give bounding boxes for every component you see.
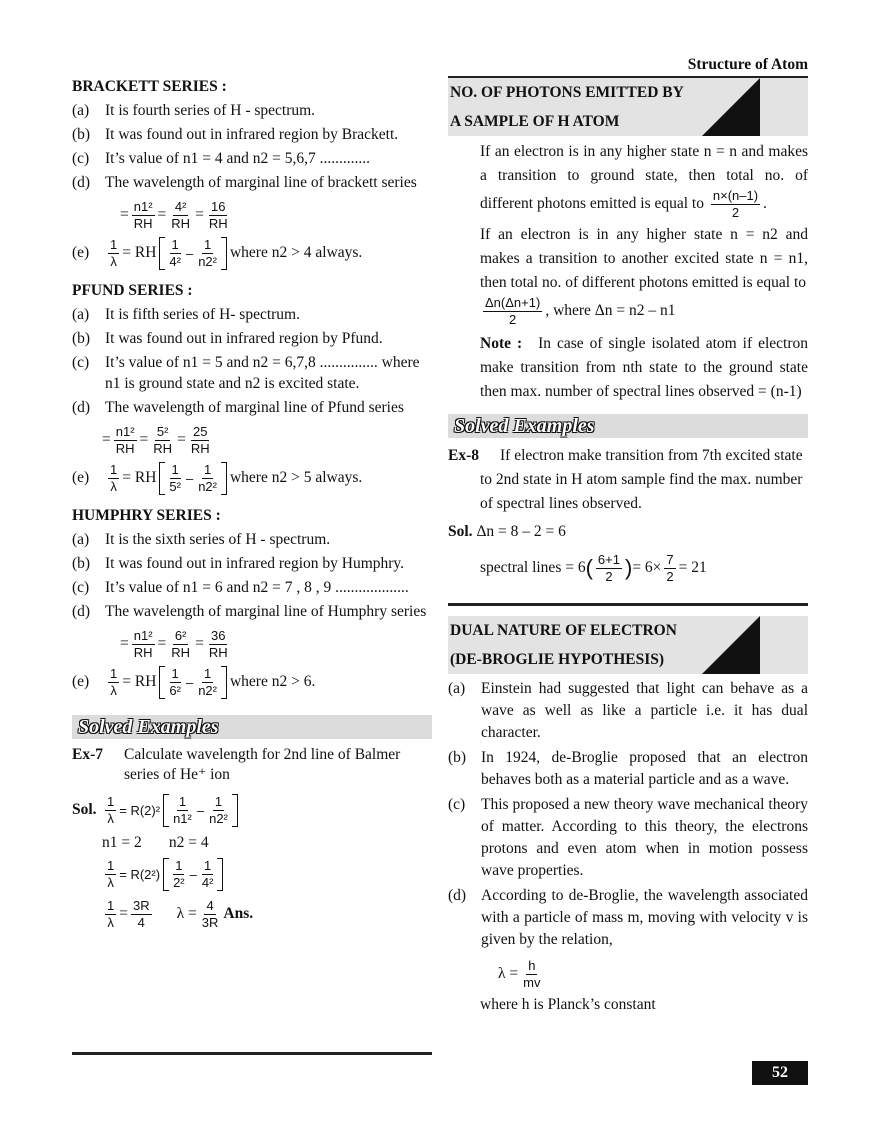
list-item: (d) The wavelength of marginal line of Humphry series [72, 603, 427, 620]
brackett-title: BRACKETT SERIES : [72, 78, 227, 95]
humphry-title: HUMPHRY SERIES : [72, 507, 221, 524]
page-number: 52 [752, 1061, 808, 1085]
list-item: (c) This proposed a new theory wave mechanical theory of matter. According to this theory, the electrons protons and even atom when in motion possess wave properties. [448, 796, 808, 879]
pfund-title: PFUND SERIES : [72, 282, 193, 299]
list-item: (b) It was found out in infrared region by Humphry. [72, 555, 405, 572]
list-item: (b) It was found out in infrared region by Pfund. [72, 330, 383, 347]
formula-e: (e) $\frac{1}{\lambda}$ = RH $\frac{1}{\text{6²}}$ – $\frac{1}{\text{n2²}}$ where n2 > 6. [72, 665, 316, 698]
list-item: (c) It’s value of n1 = 6 and n2 = 7 , 8 , 9 ................... [72, 579, 409, 596]
left-bottom-rule [72, 1052, 432, 1055]
solved-examples-band: Solved Examples [448, 414, 808, 438]
corner-triangle [702, 78, 760, 136]
list-item: (d) The wavelength of marginal line of Pfund series [72, 399, 404, 416]
solution-line-2: $\frac{1}{\lambda}$ = R(2²) $\frac{1}{\text{2²}}$ – $\frac{1}{\text{4²}}$ [72, 854, 432, 894]
spectral-lines: spectral lines = 6 ( $\frac{6+1}{2}$ ) = 6× $\frac{7}{2}$ = 21 [480, 551, 707, 584]
list-item: (b) It was found out in infrared region by Brackett. [72, 126, 399, 143]
photons-para-2: If an electron is in any higher state n = n2 and makes a transition to another excited state n = n1, then total no. of different photons emitted is equal to $\frac{\Delta n(\Delta n+1)}{2}$ , where Δn = n2 – n1 [480, 226, 808, 327]
de-broglie-formula: λ = $\frac{h}{mv}$ [498, 957, 541, 990]
formula-e: (e) $\frac{1}{\lambda}$ = RH $\frac{1}{\text{4²}}$ – $\frac{1}{\text{n2²}}$ where n2 > 4 always. [72, 236, 363, 269]
list-item: (c) It’s value of n1 = 4 and n2 = 5,6,7 ............. [72, 150, 371, 167]
photons-para-1: If an electron is in any higher state n = n and makes a transition to ground state, then total no. of different photons emitted is equal to $\frac{n\times(n-1)}{2}$ . [480, 143, 808, 220]
list-item: (a) It is the sixth series of H - spectrum. [72, 531, 331, 548]
list-item: (b) In 1924, de-Broglie proposed that an electron behaves both as a material particle and as a wave. [448, 749, 808, 788]
formula-d: = $\frac{\text{n1²}}{RH}$ = $\frac{\text{6²}}{RH}$ = $\frac{36}{RH}$ [120, 627, 228, 660]
solution-line-1: Sol. $\frac{1}{\lambda}$ = R(2)² $\frac{1}{\text{n1²}}$ – $\frac{1}{\text{n2²}}$ [72, 788, 432, 832]
running-header: Structure of Atom [687, 56, 808, 73]
list-item: (a) It is fifth series of H- spectrum. [72, 306, 300, 323]
formula-d: = $\frac{\text{n1²}}{RH}$ = $\frac{\text{4²}}{RH}$ = $\frac{16}{RH}$ [120, 198, 228, 231]
solved-examples-band: Solved Examples [72, 715, 432, 739]
list-item: (a) Einstein had suggested that light can behave as a wave as well as like a particle i.e. it has dual character. [448, 680, 808, 741]
solution-answer: $\frac{1}{\lambda}$ = $\frac{3R}{4}$ λ = $\frac{4}{3R}$ Ans. [107, 897, 254, 930]
solution-8: Sol. Δn = 8 – 2 = 6 [448, 523, 566, 540]
section-rule [448, 603, 808, 606]
formula-d: = $\frac{\text{n1²}}{RH}$ = $\frac{\text{5²}}{RH}$ = $\frac{25}{RH}$ [102, 423, 210, 456]
planck-note: where h is Planck’s constant [480, 996, 656, 1013]
corner-triangle [702, 616, 760, 674]
example-7: Ex-7 Calculate wavelength for 2nd line of Balmer series of He⁺ ion [72, 746, 401, 783]
list-item: (d) According to de-Broglie, the wavelength associated with a particle of mass m, moving with velocity v is given by the relation, [448, 887, 808, 948]
solution-values: n1 = 2 n2 = 4 [102, 834, 209, 851]
list-item: (c) It’s value of n1 = 5 and n2 = 6,7,8 ............... where n1 is ground state and n2 is excited state. [72, 354, 420, 392]
list-item: (d) The wavelength of marginal line of brackett series [72, 174, 417, 191]
formula-e: (e) $\frac{1}{\lambda}$ = RH $\frac{1}{\text{5²}}$ – $\frac{1}{\text{n2²}}$ where n2 > 5 always. [72, 461, 363, 494]
list-item: (a) It is fourth series of H - spectrum. [72, 102, 316, 119]
photons-note: Note : In case of single isolated atom if electron make transition from nth state to the ground state then max. number of spectral lines observed = (n-1) [480, 335, 808, 400]
right-column [448, 78, 808, 1016]
photons-title: NO. OF PHOTONS EMITTED BY A SAMPLE OF H ATOM [448, 78, 808, 136]
example-8: Ex-8 If electron make transition from 7th excited state to 2nd state in H atom sample find the max. number of spectral lines observed. [448, 447, 803, 512]
left-column [72, 78, 432, 934]
dual-nature-title: DUAL NATURE OF ELECTRON (DE-BROGLIE HYPOTHESIS) [448, 616, 808, 674]
